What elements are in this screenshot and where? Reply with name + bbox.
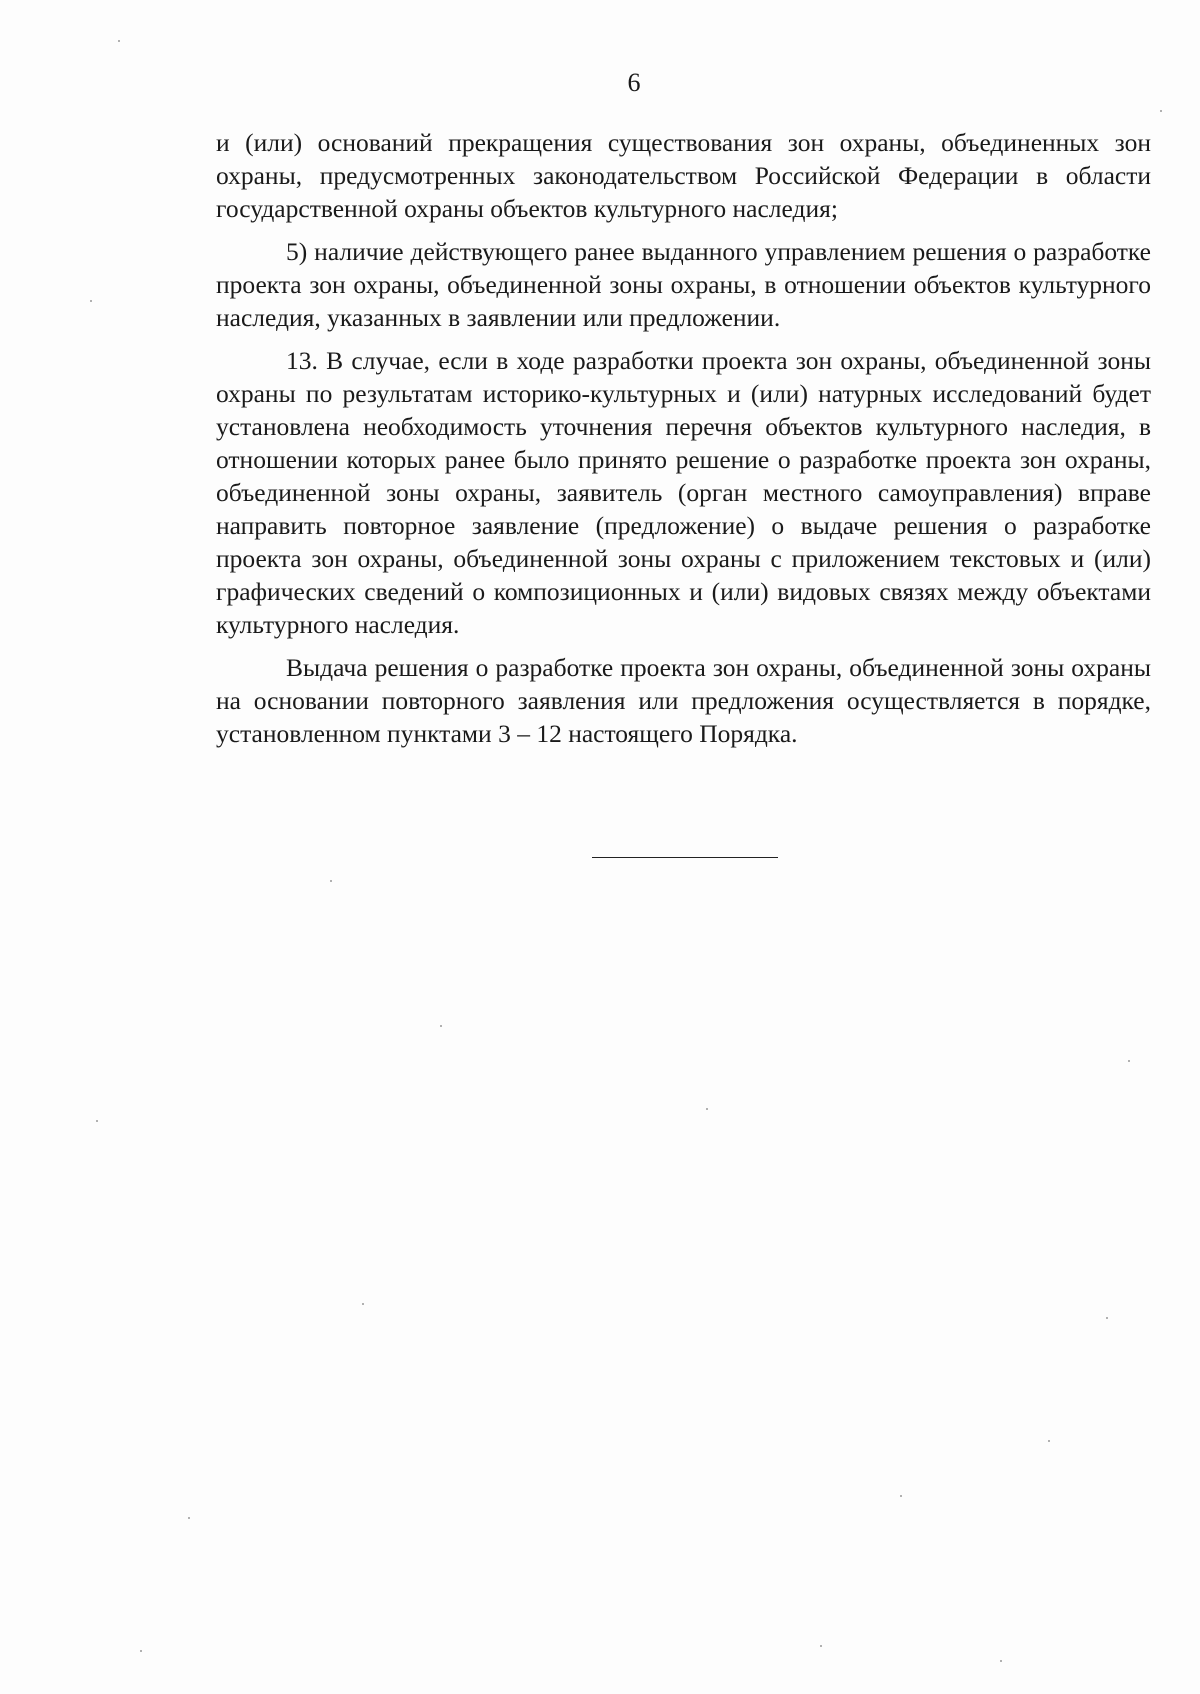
scan-speck <box>900 1495 902 1497</box>
scan-speck <box>140 1650 142 1652</box>
scan-speck <box>1000 1660 1002 1662</box>
scan-speck <box>330 880 332 882</box>
scan-speck <box>118 40 120 42</box>
paragraph-item-5: 5) наличие действующего ранее выданного управлением решения о разработке проекта зон охраны, объединенной зоны охраны, в отношении объектов культурного наследия, указанных в заявлении или предложении. <box>216 237 1151 332</box>
scan-speck <box>96 1120 98 1122</box>
scan-speck <box>706 1108 708 1110</box>
scan-speck <box>90 300 92 302</box>
paragraph-continuation: и (или) оснований прекращения существования зон охраны, объединенных зон охраны, предусмотренных законодательством Российской Федерации в области государственной охраны объектов культурного наследия; <box>216 128 1151 223</box>
document-body <box>216 126 1151 760</box>
paragraph-clause-13: 13. В случае, если в ходе разработки проекта зон охраны, объединенной зоны охраны по результатам историко-культурных и (или) натурных исследований будет установлена необходимость уточнения перечня объектов культурного наследия, в отношении которых ранее было принято решение о разработке проекта зон охраны, объединенной зоны охраны, заявитель (орган местного самоуправления) вправе направить повторное заявление (предложение) о выдаче решения о разработке проекта зон охраны, объединенной зоны охраны с приложением текстовых и (или) графических сведений о композиционных и (или) видовых связях между объектами культурного наследия. <box>216 346 1151 639</box>
scan-speck <box>1048 1440 1050 1442</box>
scan-speck <box>440 1025 442 1027</box>
scan-speck <box>188 1517 190 1519</box>
end-separator-line <box>592 857 778 858</box>
scan-speck <box>1128 1060 1130 1062</box>
scan-speck <box>1160 110 1162 112</box>
scan-speck <box>1106 1317 1108 1319</box>
scan-speck <box>362 1303 364 1305</box>
page-number: 6 <box>627 68 641 97</box>
scan-speck <box>820 1645 822 1647</box>
paragraph-issuance: Выдача решения о разработке проекта зон охраны, объединенной зоны охраны на основании повторного заявления или предложения осуществляется в порядке, установленном пунктами 3 – 12 настоящего Порядка. <box>216 653 1151 748</box>
